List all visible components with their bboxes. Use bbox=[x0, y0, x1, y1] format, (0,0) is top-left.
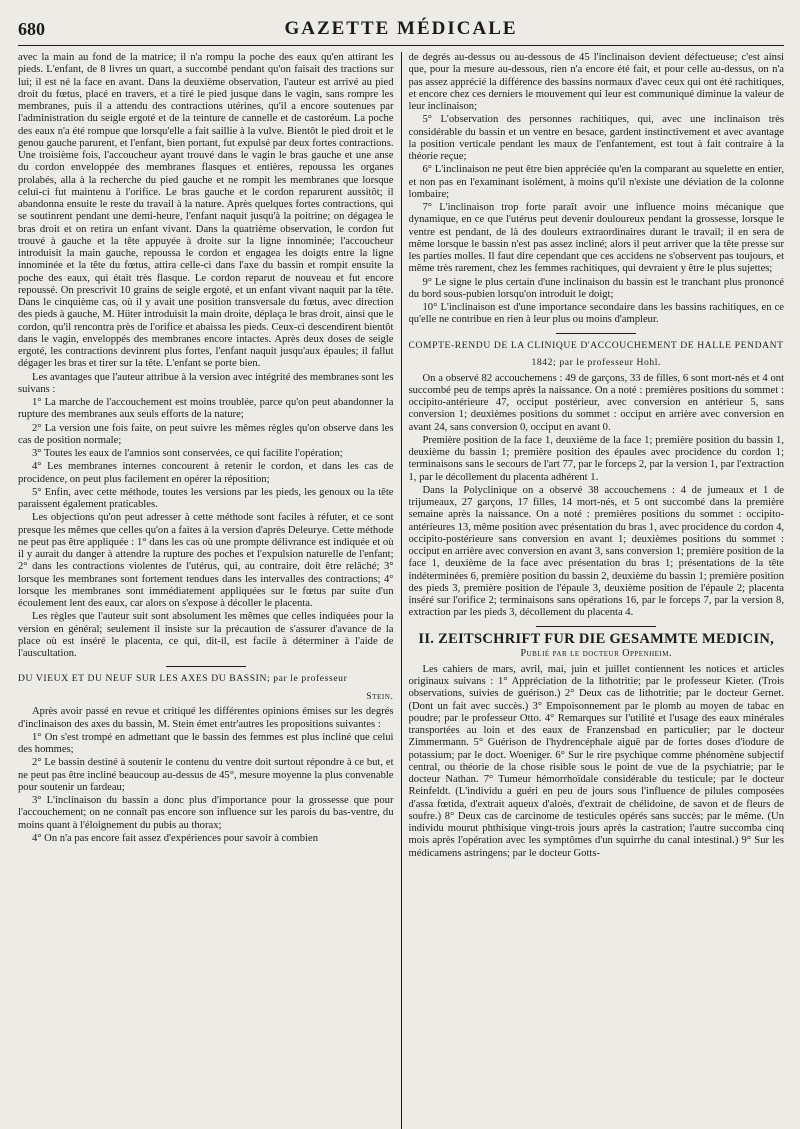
journal-section-heading: II. ZEITSCHRIFT FUR DIE GESAMMTE MEDICIN, bbox=[418, 630, 775, 647]
paragraph: Après avoir passé en revue et critiqué les différentes opinions émises sur les degrés d'inclinaison des axes du bassin, M. Stein émet entr'autres les propositions suivantes : bbox=[18, 706, 394, 730]
section-heading-line-2 bbox=[409, 357, 785, 369]
column-rule bbox=[401, 52, 402, 1129]
two-column-body bbox=[18, 52, 784, 1129]
list-item: 3° Toutes les eaux de l'amnios sont conservées, ce qui facilite l'opération; bbox=[32, 448, 343, 459]
paragraph: Les règles que l'auteur suit sont absolument les mêmes que celles indiquées pour la version en général; seulement il insiste sur la précaution de s'assurer d'avance de la place où est inséré le placenta, ce qui, dit-il, est facile à déterminer à l'aide de l'auscultation. bbox=[18, 611, 394, 659]
section-divider bbox=[556, 333, 636, 334]
paragraph: On a observé 82 accouchemens : 49 de garçons, 33 de filles, 6 sont mort-nés et 4 ont succombé peu de temps après la naissance. On a noté : premières positions du sommet : occipito-antérieure 47, occiput postérieur, avec conversion en antérieur 5, sans conversion 1; deuxièmes positions du sommet : occiput en arrière avec conversion en avant 24, sans conversion 0, occiput en avant 0. bbox=[408, 372, 785, 433]
list-item: 2° Le bassin destiné à soutenir le contenu du ventre doit surtout répondre à ce but, et ne peut pas être incliné beaucoup au-dessus de 45°, mesure moyenne la plus convenable pour soutenir un fardeau; bbox=[18, 757, 394, 793]
list-item: 2° La version une fois faite, on peut suivre les mêmes règles qu'on observe dans les cas de position normale; bbox=[18, 422, 394, 446]
list-item: 5° Enfin, avec cette méthode, toutes les versions par les pieds, les genoux ou la tête paraissent également praticables. bbox=[18, 486, 394, 510]
paragraph: Les cahiers de mars, avril, mai, juin et juillet contiennent les notices et articles originaux suivans : 1° Appréciation de la lithotritie; par le professeur Kieter. (Trois observations, suivies de guérison.) 2° Deux cas de lithotritie; par le docteur Gernet. (Dont un fait avec succès.) 3° Empoisonnement par le plomb au moyen de tabac en poudre; par le professeur Otto. 4° Remarques sur l'utilité et l'usage des eaux minérales transportées au loin et des eaux de Franzensbad en particulier; par le docteur Zimmermann. 5° Guérison de l'hydrencéphale aiguë par de fortes doses d'iodure de potassium; par le doct. Woeniger. 6° Sur le rire psychique comme phénomène subjectif central, ou théorie de la chose risible sous le point de vue de la psychiatrie; par le docteur Nathan. 7° Tumeur hémorrhoïdale considérable du testicule; par le docteur Reinfeldt. (L'individu a guéri en peu de jours sous l'influence de pilules composées d'assa fœtida, d'extrait aqueux d'aloès, d'extrait de chélidoine, de savon et de fleurs de soufre.) 8° Deux cas de carcinome de testicules opérés sans succès; par le même. (Un individu mourut phthisique vingt-trois jours après la castration; l'autre succomba cinq mois après l'opération avec les symptômes d'un squirrhe du canal intestinal.) 9° Sur les médicamens astringens; par le docteur Gotts- bbox=[408, 663, 785, 859]
section-title: DU VIEUX ET DU NEUF SUR LES AXES DU BASSIN; par le professeur bbox=[18, 673, 348, 685]
list-item: 5° L'observation des personnes rachitiques, qui, avec une inclinaison très considérable du bassin et un ventre en besace, gardent instinctivement et avec avantage la position verticale pendant les maux de l'enfantement, est tout à fait contraire à la théorie reçue; bbox=[408, 114, 785, 162]
section-title-continued: 1842; par le professeur Hohl. bbox=[531, 357, 662, 368]
list-item: 3° L'inclinaison du bassin a donc plus d'importance pour la grossesse que pour l'accouchement; on ne connaît pas encore son influence sur les parois du bas-ventre, du moins quant à l'éloignement du pubis au thorax; bbox=[18, 795, 394, 831]
paragraph: Première position de la face 1, deuxième de la face 1; première position du bassin 1, deuxième du bassin 1; première position des épaules avec procidence du cordon 1; terminaisons sans le secours de l'art 77, par le forceps 2, par la version 1, par l'extraction 1, par le décollement du placenta adhérent 1. bbox=[408, 434, 785, 483]
list-item: 4° On n'a pas encore fait assez d'expériences pour savoir à combien bbox=[32, 832, 319, 844]
page-header bbox=[18, 16, 784, 46]
list-item: 6° L'inclinaison ne peut être bien appréciée qu'en la comparant au squelette en entier, et non pas en l'examinant isolément, à moins qu'il n'existe une déviation de la colonne lombaire; bbox=[408, 164, 785, 200]
list-item: 10° L'inclinaison est d'une importance secondaire dans les bassins rachitiques, en ce qu'elle ne contribue en rien à leur plus ou moins d'ampleur. bbox=[408, 302, 785, 326]
list-item: 1° La marche de l'accouchement est moins troublée, parce qu'on peut abandonner la rupture des membranes aux seuls efforts de la nature; bbox=[18, 397, 394, 421]
paragraph: Les avantages que l'auteur attribue à la version avec intégrité des membranes sont les suivans : bbox=[18, 371, 394, 395]
journal-title: GAZETTE MÉDICALE bbox=[284, 18, 518, 39]
section-title: COMPTE-RENDU DE LA CLINIQUE D'ACCOUCHEMENT DE HALLE PENDANT bbox=[408, 339, 784, 351]
paragraph: Les objections qu'on peut adresser à cette méthode sont faciles à réfuter, et ce sont presque les mêmes que celles qu'on a faites à la version d'après Deleurye. Cette méthode ne peut pas être appliquée : 1° dans les cas où une prompte délivrance est indiquée et où il y aurait du danger à attendre la rupture des poches et l'expulsion naturelle de l'enfant; 2° dans les contractions violentes de l'utérus, qui, au contraire, doit être relâché; 3° lorsque les membranes sont fortement tendues dans les intervalles des contractions; 4° lorsque les membranes sont immédiatement appliquées sur le fœtus par suite d'un écoulement lent des eaux, car alors on s'expose à décoller le placenta. bbox=[18, 512, 394, 609]
right-column bbox=[409, 52, 785, 1129]
page-number: 680 bbox=[18, 19, 45, 39]
paragraph: avec la main au fond de la matrice; il n'a rompu la poche des eaux qu'en attirant les pieds. L'enfant, de 8 livres un quart, a succombé pendant qu'on faisait des tractions sur lui; il est né la face en avant. Dans la deuxième observation, l'auteur est arrivé au pied droit du fœtus, placé en travers, et a tiré le pied jusque dans le vagin, sans rompre les membranes, puis il a attendu des contractions utérines, qu'il a encore soutenues par l'administration du seigle ergoté et de la teinture de cannelle et de castoréum. La poche des eaux n'a été rompue que lorsqu'elle a fait saillie à la vulve. Bientôt le pied droit et le genou gauche parurent, et l'enfant, bien portant, fut expulsé par deux fortes contractions. Une troisième fois, l'accoucheur ayant trouvé dans le vagin le bras gauche et une anse du cordon enveloppée des membranes flasques et entières, repoussa les organes prolabés, alla à la recherche du pied gauche et ne rompit les membranes que lorsque celui-ci fut maintenu à l'orifice. Le bras gauche et le cordon reparurent aussitôt; il abandonna ensuite le reste du travail à la nature. Après quelques fortes contractions, qui se soutinrent pendant une demi-heure, l'enfant naquit jusqu'à la poitrine; on dégagea le bras droit et on retira un enfant vivant. Dans la quatrième observation, le cordon fut trouvé à gauche et la tête appuyée à droite sur la ligne innominée; l'accoucheur introduisit la main gauche, repoussa le cordon et engagea les doigts entre la ligne innominée et la tête du fœtus, attira celle-ci dans l'axe du bassin et rompit ensuite la poche des eaux, qui était très flasque. Le cordon reparut de nouveau et fut encore repoussé. On prescrivit 10 grains de seigle ergoté, et un enfant vivant naquit par la tête. Dans le cinquième cas, où il y avait une position transversale du fœtus, avec direction des pieds à gauche, M. Hüter introduisit la main droite, déplaça le bras droit, ainsi que le cordon, qu'il rencontra près de l'orifice et abaissa les pieds. Ceux-ci descendirent bientôt dans le vagin, enveloppés des membranes encore intactes. Après deux doses de seigle ergoté, les contractions devinrent plus fortes, l'enfant naquit jusqu'aux épaules; il fallut dégager les bras et tirer sur la tête. L'enfant se porte bien. bbox=[18, 52, 394, 370]
left-column bbox=[18, 52, 394, 1129]
section-heading bbox=[409, 340, 785, 352]
paragraph: de degrés au-dessus ou au-dessous de 45 l'inclinaison devient défectueuse; c'est ainsi que, pour la mesure au-dessous, rien n'a encore été fait, et pour celle au-dessus, on n'a pas assez apprécié la différence des bassins normaux d'avec ceux qui ont été rachitiques, et encore chez ces derniers le mouvement qui leur est communiqué diminue la valeur de leur inclinaison; bbox=[408, 52, 785, 112]
list-item: 9° Le signe le plus certain d'une inclinaison du bassin est le tranchant plus prononcé du bord sous-pubien lorsqu'on introduit le doigt; bbox=[408, 276, 785, 300]
section-divider bbox=[536, 626, 656, 627]
journal-section-subheading: Publié par le docteur Oppenheim. bbox=[520, 647, 672, 659]
paragraph: Dans la Polyclinique on a observé 38 accouchemens : 4 de jumeaux et 1 de trijumeaux, 27 garçons, 17 filles, 14 mort-nés, et 5 ont succombé dans la première semaine après la naissance. On a noté : premières positions du sommet : occipito-antérieures 13, même position avec présentation du bras 1, avec procidence du cordon 4, occipito-postérieure sans conversion en avant 1; deuxièmes positions du sommet : occiput en arrière avec conversion en avant 3, sans conversion 1; première position de la face 1, deuxième de la face avec présentation du bras 1; présentations de la tête indéterminées 6, première position du bassin 2, deuxième du bassin 1; première position des pieds 3, première position de l'épaule 3, deuxième position de l'épaule 2; placenta inséré sur l'orifice 2; terminaisons sans opérations 16, par le forceps 7, par la version 8, extraction par les pieds 3, décollement du placenta 4. bbox=[408, 484, 785, 619]
section-divider bbox=[166, 666, 246, 667]
list-item: 1° On s'est trompé en admettant que le bassin des femmes est plus incliné que celui des hommes; bbox=[18, 731, 394, 755]
list-item: 7° L'inclinaison trop forte paraît avoir une influence moins mécanique que dynamique, en ce que l'utérus peut devenir douloureux pendant la grossesse, lorsque le ventre est pendant, de là des douleurs extraordinaires durant le travail; il en sera de même lorsque le bassin n'est pas assez incliné; alors il peut arriver que la tête presse sur les parties molles. Il faut dire cependant que ces accidens ne s'observent pas toujours, et même très rarement, chez les femmes rachitiques, qui devraient y être le plus sujettes; bbox=[408, 202, 785, 275]
section-heading bbox=[18, 673, 394, 685]
section-author-line bbox=[18, 691, 394, 703]
list-item: 4° Les membranes internes concourent à retenir le cordon, et dans les cas de procidence, on peut plus facilement en opérer la réposition; bbox=[18, 461, 394, 485]
section-author: Stein. bbox=[366, 690, 394, 702]
